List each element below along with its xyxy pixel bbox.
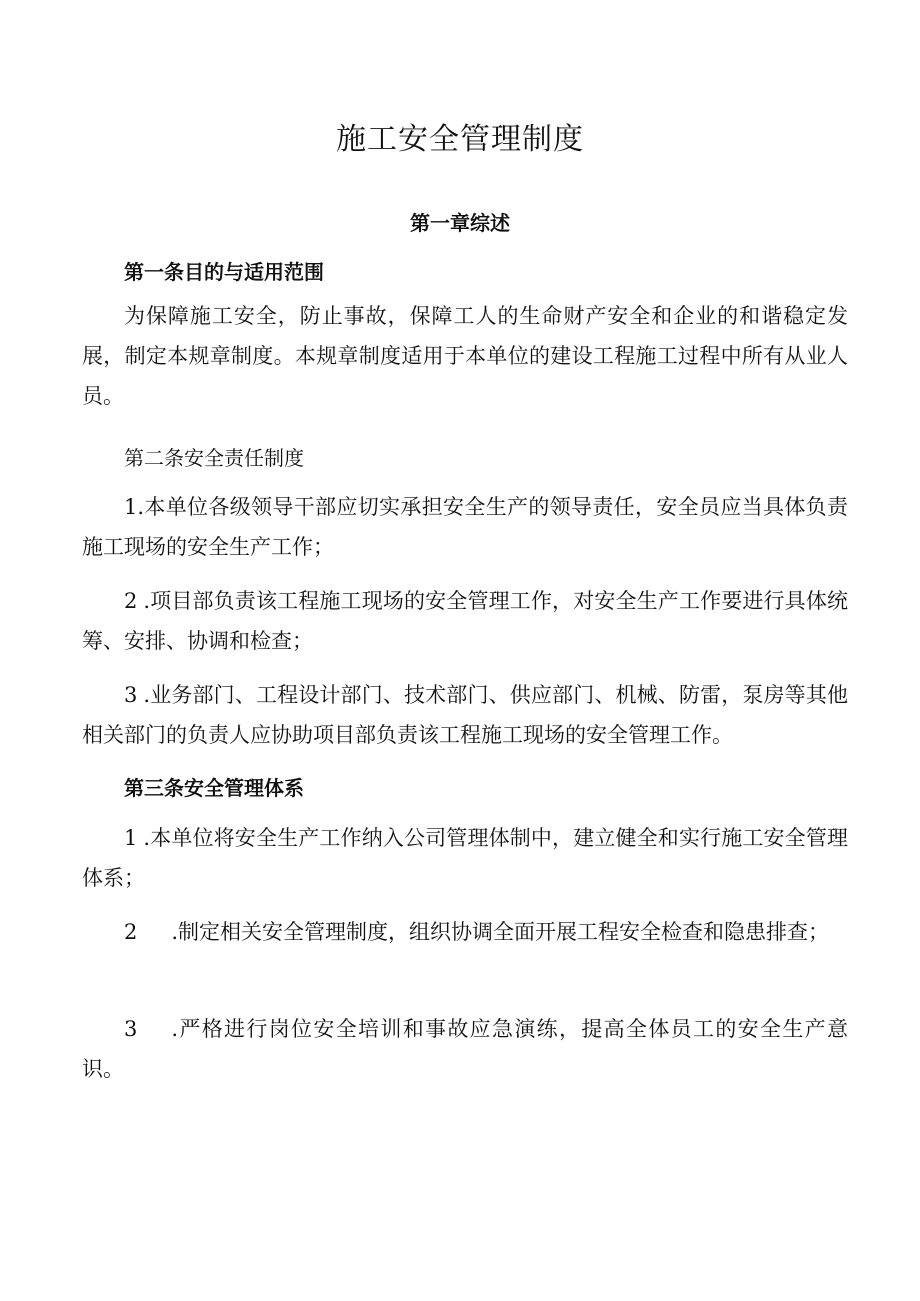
article-2-item-3	[82, 675, 848, 755]
article-3-item-1	[82, 818, 848, 898]
item-text: .严格进行岗位安全培训和事故应急演练，提高全体员工的安全生产意识。	[82, 1017, 848, 1081]
chapter-heading: 第一章综述	[410, 211, 510, 235]
item-text: .项目部负责该工程施工现场的安全管理工作，对安全生产工作要进行具体统筹、安排、协调和检查；	[82, 589, 848, 653]
item-text: 本单位各级领导干部应切实承担安全生产的领导责任，安全员应当具体负责施工现场的安全生产工作；	[82, 495, 848, 559]
article-1-heading: 第一条目的与适用范围	[124, 260, 324, 284]
article-3-heading: 第三条安全管理体系	[124, 776, 304, 800]
article-1-paragraph: 为保障施工安全，防止事故，保障工人的生命财产安全和企业的和谐稳定发展，制定本规章制度。本规章制度适用于本单位的建设工程施工过程中所有从业人员。	[82, 304, 848, 408]
document-title: 施工安全管理制度	[336, 122, 584, 157]
item-number: 1.	[124, 495, 145, 519]
article-2-item-1	[82, 487, 848, 567]
article-3-item-3	[82, 1009, 848, 1089]
item-text: .业务部门、工程设计部门、技术部门、供应部门、机械、防雷，泵房等其他相关部门的负责人应协助项目部负责该工程施工现场的安全管理工作。	[82, 683, 848, 747]
item-number: 1	[124, 826, 138, 850]
item-number: 3	[124, 1017, 138, 1041]
item-number: 2	[124, 920, 138, 944]
item-number: 3	[124, 683, 138, 707]
article-2-item-2	[82, 581, 848, 661]
item-number: 2	[124, 589, 138, 613]
item-text: .制定相关安全管理制度，组织协调全面开展工程安全检查和隐患排查；	[171, 920, 830, 944]
article-2-heading: 第二条安全责任制度	[124, 446, 304, 470]
article-3-item-2	[82, 912, 848, 952]
item-text: .本单位将安全生产工作纳入公司管理体制中，建立健全和实行施工安全管理体系；	[82, 826, 848, 890]
